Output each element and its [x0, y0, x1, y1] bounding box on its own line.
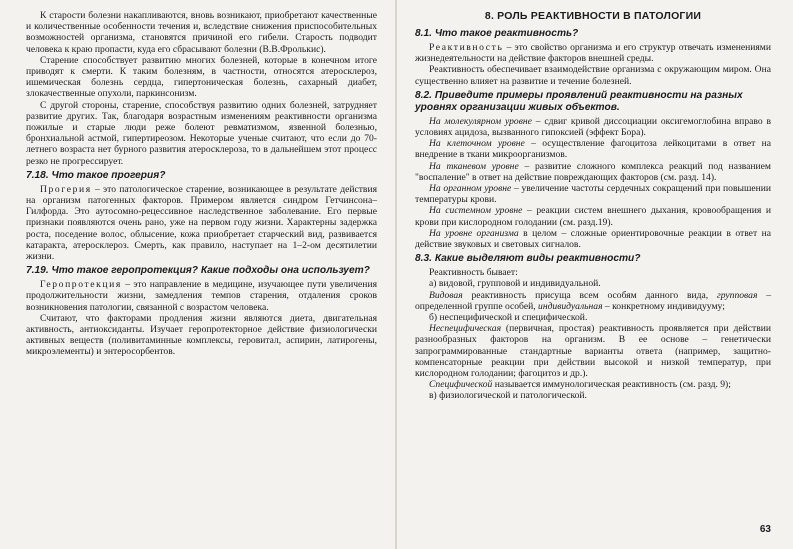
text: называется иммунологическая реактивность (см. разд. 9); [492, 379, 731, 391]
text: в целом – сложные ориентировочные реакции в ответ на действие звуковых и световых сигналов. [415, 227, 771, 251]
term: Видовая [429, 289, 463, 301]
list-item: б) неспецифической и специфической. [429, 312, 588, 324]
right-page [397, 0, 793, 549]
paragraph [26, 184, 377, 262]
text: – сдвиг кривой диссоциации оксигемоглобина вправо в условиях ацидоза, вызванного гипоксией (эффект Бора). [415, 115, 771, 139]
section-heading-7-19: 7.19. Что такое геропротекция? Какие подходы она использует? [26, 265, 370, 277]
paragraph: К старости болезни накапливаются, вновь возникают, приобретают качественные и количественные особенности течения и, вследствие снижения приспособительных возможностей организма, становятся причиной его гибели. Старость подводит человека к краю пропасти, куда его сбрасывают болезни (В.В.Фролькис). [26, 10, 377, 55]
paragraph [415, 379, 771, 390]
term: Прогерия [40, 183, 92, 195]
section-heading-8-1: 8.1. Что такое реактивность? [415, 28, 579, 39]
term: Неспецифическая [429, 323, 502, 335]
text: – развитие сложного комплекса реакций под названием "воспаление" в ответ на действие повреждающих факторов (см. разд. 14). [415, 160, 771, 183]
term: Реактивность [429, 42, 504, 53]
level-label: На органном уровне [429, 183, 512, 195]
text: – увеличение частоты сердечных сокращений при повышении температуры крови. [415, 183, 771, 206]
paragraph [415, 290, 771, 312]
text: – это патологическое старение, возникающее в результате действия на организм патогенных факторов. Примером является синдром Гетчинсона–Гилфорда. Это аутосомно-рецессивное наследственное заболевание. Его первые признаки появляются очень рано, уже на первом году жизни. Характерны задержка роста, поседение волос, облысение, кожа приобретает старческий вид, развивается катаракта, атеросклероз. Смерть, как правило, наступает на 1–2-ом десятилетии жизни. [26, 183, 377, 263]
chapter-title: 8. РОЛЬ РЕАКТИВНОСТИ В ПАТОЛОГИИ [484, 10, 702, 22]
term: Специфической [429, 379, 493, 391]
level-label: На уровне организма [429, 227, 519, 239]
level-item [415, 205, 771, 227]
level-item [415, 161, 771, 183]
level-item [415, 228, 771, 250]
paragraph [415, 42, 771, 64]
paragraph: Реактивность бывает: [429, 267, 518, 279]
section-heading-8-2: 8.2. Приведите примеры проявлений реактивности на разных уровнях организации живых объектов. [415, 89, 743, 113]
paragraph: Считают, что факторами продления жизни являются диета, двигательная активность, антиоксиданты. Изучает геропротекторное действие физиологически активных веществ (поливитаминные комплексы, геровитал, аспирин, латирогены, микроэлементы) и энтеросорбентов. [26, 312, 377, 358]
level-item [415, 116, 771, 138]
text: – это направление в медицине, изучающее пути увеличения продолжительности жизни, замедления темпов старения, отдаления сроков возникновения патологии, связанной с возрастом человека. [26, 279, 377, 313]
level-label: На тканевом уровне [429, 160, 519, 172]
term: групповая [716, 289, 758, 301]
term: Геропротекция [40, 279, 122, 291]
text: – осуществление фагоцитоза лейкоцитами в ответ на внедрение в ткани микроорганизмов. [415, 138, 771, 161]
page-number: 63 [759, 524, 771, 535]
list-item: в) физиологической и патологической. [429, 390, 587, 402]
level-label: На клеточном уровне [429, 138, 525, 150]
text: – конкретному индивидууму; [602, 300, 725, 312]
section-heading-8-3: 8.3. Какие выделяют виды реактивности? [415, 253, 641, 265]
text: реактивность присуща всем особям данного вида, [462, 289, 717, 301]
paragraph: Реактивность обеспечивает взаимодействие организма с окружающим миром. Она существенно влияет на развитие и течение болезней. [415, 64, 771, 87]
level-item [415, 183, 771, 205]
section-heading-7-18: 7.18. Что такое прогерия? [26, 169, 166, 181]
paragraph: Старение способствует развитию многих болезней, которые в конечном итоге приводят к смерти. К таким болезням, в частности, относятся атеросклероз, ишемическая болезнь сердца, гипертоническая болезнь, сахарный диабет, злокачественные опухоли, паркинсонизм. [26, 54, 377, 100]
text: – это свойство организма и его структур отвечать изменениями жизнедеятельности на действие факторов внешней среды. [415, 42, 771, 65]
text: – реакции систем внешнего дыхания, кровообращения и крови при кислородном голодании (см. разд.19). [415, 205, 771, 228]
paragraph [415, 323, 771, 379]
paragraph: С другой стороны, старение, способствуя развитию одних болезней, затрудняет развитие других. Так, благодаря возрастным изменениям реактивности организма пожилые и старые люди реже болеют ревматизмом, язвенной болезнью, бронхиальной астмой, гипертиреозом. Некоторые ученые считают, что если до 70-летнего возраста нет бурного развития атеросклероза, то в дальнейшем этот процесс резко не прогрессирует. [26, 99, 377, 167]
list-item: а) видовой, групповой и индивидуальной. [429, 278, 601, 290]
paragraph [26, 279, 377, 313]
level-label: На системном уровне [429, 205, 523, 217]
text: (первичная, простая) реактивность проявляется при действии разнообразных факторов на организм. В ее основе – генетически запрограммированные стандартные варианты ответа (например, защитно-компенсаторные реакции при действии высокой и низкой температур, при кислородном голодании; фагоцитоз и др.). [415, 323, 771, 380]
level-item [415, 138, 771, 160]
level-label: На молекулярном уровне [429, 115, 532, 127]
text: – определенной группе особей, [415, 289, 771, 312]
term: индивидуальная [538, 300, 603, 312]
